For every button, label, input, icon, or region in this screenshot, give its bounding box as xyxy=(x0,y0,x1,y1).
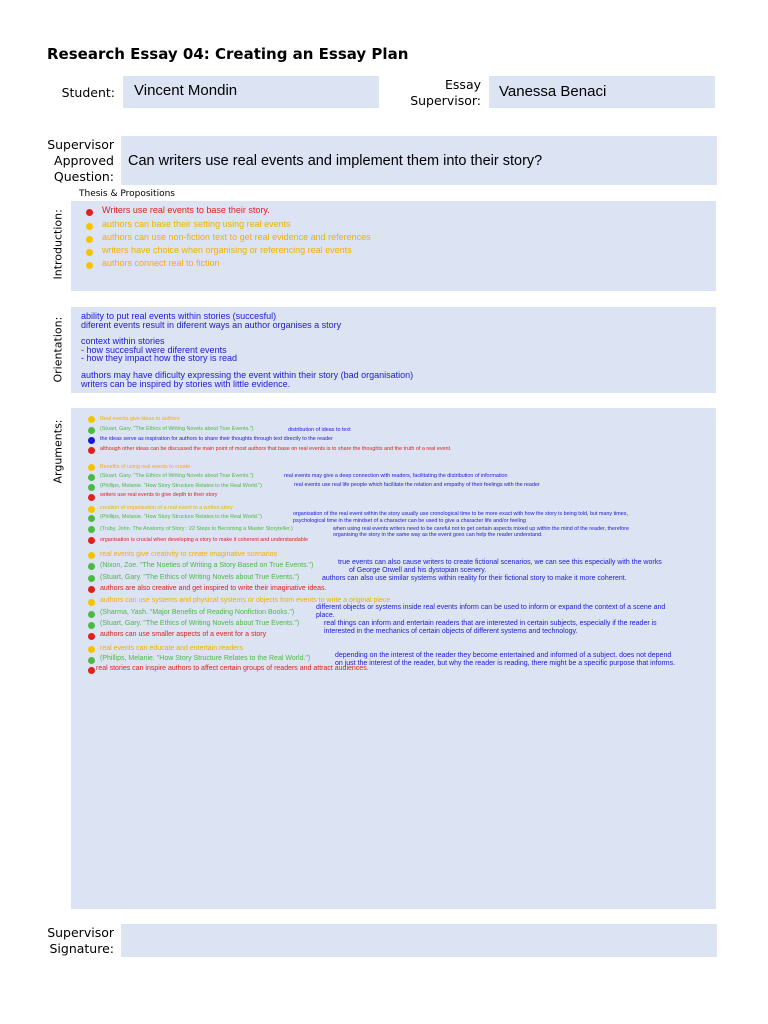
argument-heading: Real events give ideas to authors xyxy=(100,416,180,422)
student-name: Vincent Mondin xyxy=(134,82,238,99)
question-label: Supervisor Approved Question: xyxy=(47,137,114,184)
green-bullet-icon xyxy=(88,474,95,481)
red-bullet-icon xyxy=(88,633,95,640)
argument-source: (Phillips, Melanie. "How Story Structure Relates to the Real World.") xyxy=(100,514,262,520)
argument-point: real stories can inspire authors to affect certain groups of readers and attract audiences. xyxy=(96,665,369,672)
yellow-bullet-icon xyxy=(88,599,95,606)
proposition: authors can use non-fiction text to get real evidence and references xyxy=(102,232,371,242)
introduction-label: Introduction: xyxy=(51,209,65,280)
yellow-bullet-icon xyxy=(86,236,93,243)
argument-explanation: true events can also cause writers to create fictional scenarios, we can see this especially with the works xyxy=(338,559,662,566)
argument-explanation: different objects or systems inside real events inform can be used to inform or expand the context of a scene and xyxy=(316,604,666,611)
argument-source: (Stuart, Gary. "The Ethics of Writing Novels about True Events.") xyxy=(100,620,300,627)
student-field[interactable] xyxy=(123,76,379,108)
arguments-label: Arguments: xyxy=(51,419,65,484)
argument-point: authors are also creative and get inspired to write their imaginative ideas. xyxy=(100,585,327,592)
red-bullet-icon xyxy=(88,494,95,501)
red-bullet-icon xyxy=(88,586,95,593)
orientation-line: - how succesful were diferent events xyxy=(81,345,227,355)
supervisor-field[interactable] xyxy=(489,76,715,108)
yellow-bullet-icon xyxy=(88,464,95,471)
argument-heading: Benefits of using real events to create xyxy=(100,464,191,470)
yellow-bullet-icon xyxy=(88,506,95,513)
argument-heading: real events give creativity to create imaginative scenarios xyxy=(100,551,278,558)
signature-label: Supervisor Signature: xyxy=(47,925,114,956)
orientation-label: Orientation: xyxy=(51,316,65,383)
argument-heading: real events can educate and entertain readers xyxy=(100,645,243,652)
yellow-bullet-icon xyxy=(86,249,93,256)
green-bullet-icon xyxy=(88,575,95,582)
proposition: writers have choice when organising or referencing real events xyxy=(102,245,352,255)
argument-explanation: place. xyxy=(316,612,335,619)
argument-point: organisation is crucial when developing a story to make it coherent and understandable xyxy=(100,537,308,543)
argument-point: although other ideas can be discussed the main point of most authors that base on real events is to share the thoughts and the truth of a real event. xyxy=(100,446,452,452)
argument-explanation: psychological time in the mindset of a character can be used to give a character life and/or feeling xyxy=(293,518,526,524)
argument-explanation: distribution of ideas to text xyxy=(288,427,351,433)
yellow-bullet-icon xyxy=(86,223,93,230)
green-bullet-icon xyxy=(88,427,95,434)
argument-source: (Stuart, Gary. "The Ethics of Writing Novels about True Events.") xyxy=(100,473,254,479)
thesis-heading: Thesis & Propositions xyxy=(79,189,175,199)
orientation-line: context within stories xyxy=(81,336,165,346)
argument-explanation: depending on the interest of the reader they become entertained and informed of a subject. does not depend xyxy=(335,652,672,659)
argument-point: authors can use smaller aspects of a event for a story xyxy=(100,631,267,638)
signature-field[interactable] xyxy=(121,924,717,957)
arguments-box[interactable] xyxy=(71,408,716,909)
argument-explanation: the ideas serve as inspiration for authors to share their thoughts through text directly to the reader xyxy=(100,436,333,442)
argument-heading: creation of organisation of a real event to a written story xyxy=(100,505,233,511)
red-bullet-icon xyxy=(86,209,93,216)
argument-source: (Nixon, Zoe. "The Noeties of Writing a Story Based on True Events.") xyxy=(100,562,314,569)
argument-point: writers use real events to give depth to their story xyxy=(100,492,218,498)
argument-source: (Stuart, Gary. "The Ethics of Writing Novels about True Events.") xyxy=(100,574,300,581)
argument-source: (Truby, John. The Anatomy of Story : 22 Steps to Becoming a Master Storyteller.) xyxy=(100,526,293,532)
green-bullet-icon xyxy=(88,563,95,570)
question-text: Can writers use real events and implement them into their story? xyxy=(128,153,543,169)
argument-source: (Sharma, Yash. "Major Benefits of Reading Nonfiction Books.") xyxy=(100,609,295,616)
argument-source: (Phillips, Melanie. "How Story Structure Relates to the Real World.") xyxy=(100,655,311,662)
red-bullet-icon xyxy=(88,447,95,454)
orientation-line: diferent events result in diferent ways an author organises a story xyxy=(81,320,342,330)
argument-explanation: authors can also use similar systems within reality for their fictional story to make it more coherent. xyxy=(322,575,627,582)
argument-explanation: real events use real life people which facilitate the relation and empathy of their feelings with the reader xyxy=(294,482,540,488)
green-bullet-icon xyxy=(88,622,95,629)
proposition: authors can base their setting using real events xyxy=(102,219,291,229)
argument-explanation: on just the interest of the reader, but why the reader is reading, there might be a specific purpose that informs. xyxy=(335,660,676,667)
red-bullet-icon xyxy=(88,667,95,674)
yellow-bullet-icon xyxy=(88,646,95,653)
argument-explanation: of George Orwell and his dystopian scenery. xyxy=(349,567,487,574)
orientation-box[interactable] xyxy=(71,307,716,393)
argument-explanation: real things can inform and entertain readers that are interested in certain subjects, especially if the reader is xyxy=(324,620,657,627)
argument-explanation: interested in the mechanics of certain objects of different systems and technology. xyxy=(324,628,578,635)
orientation-line: ability to put real events within stories (succesful) xyxy=(81,311,277,321)
yellow-bullet-icon xyxy=(88,552,95,559)
orientation-line: authors may have dificulty expressing the event within their story (bad organisation) xyxy=(81,370,414,380)
introduction-box[interactable] xyxy=(71,201,716,291)
argument-explanation: real events may give a deep connection with readers, facilitating the distribution of information xyxy=(284,473,508,479)
page-title: Research Essay 04: Creating an Essay Plan xyxy=(47,45,409,63)
argument-explanation: when using real events writers need to be careful not to get certain aspects mixed up within the mind of the reader, therefore xyxy=(333,526,630,532)
argument-explanation: organising the story in the same way as the event goes can help the reader understand. xyxy=(333,532,543,538)
orientation-line: - how they impact how the story is read xyxy=(81,353,238,363)
blue-bullet-icon xyxy=(88,437,95,444)
green-bullet-icon xyxy=(88,657,95,664)
argument-heading: authors can use systems and physical systems or objects from events to write a original piece xyxy=(100,597,391,604)
green-bullet-icon xyxy=(88,484,95,491)
argument-explanation: organisation of the real event within the story usually use cronological time to be more exact with how the story is being told, but many times, xyxy=(293,511,628,517)
green-bullet-icon xyxy=(88,515,95,522)
supervisor-name: Vanessa Benaci xyxy=(499,83,607,100)
proposition: authors connect real to fiction xyxy=(102,258,220,268)
green-bullet-icon xyxy=(88,526,95,533)
question-field[interactable] xyxy=(121,136,717,185)
argument-source: (Stuart, Gary. "The Ethics of Writing Novels about True Events.") xyxy=(100,426,254,432)
argument-source: (Phillips, Melanie. "How Story Structure Relates to the Real World.") xyxy=(100,483,262,489)
green-bullet-icon xyxy=(88,611,95,618)
yellow-bullet-icon xyxy=(88,416,95,423)
student-label: Student: xyxy=(61,85,115,100)
supervisor-label: Essay Supervisor: xyxy=(410,77,481,108)
thesis-statement: Writers use real events to base their story. xyxy=(102,205,270,215)
red-bullet-icon xyxy=(88,537,95,544)
yellow-bullet-icon xyxy=(86,262,93,269)
orientation-line: writers can be inspired by stories with little evidence. xyxy=(81,379,291,389)
